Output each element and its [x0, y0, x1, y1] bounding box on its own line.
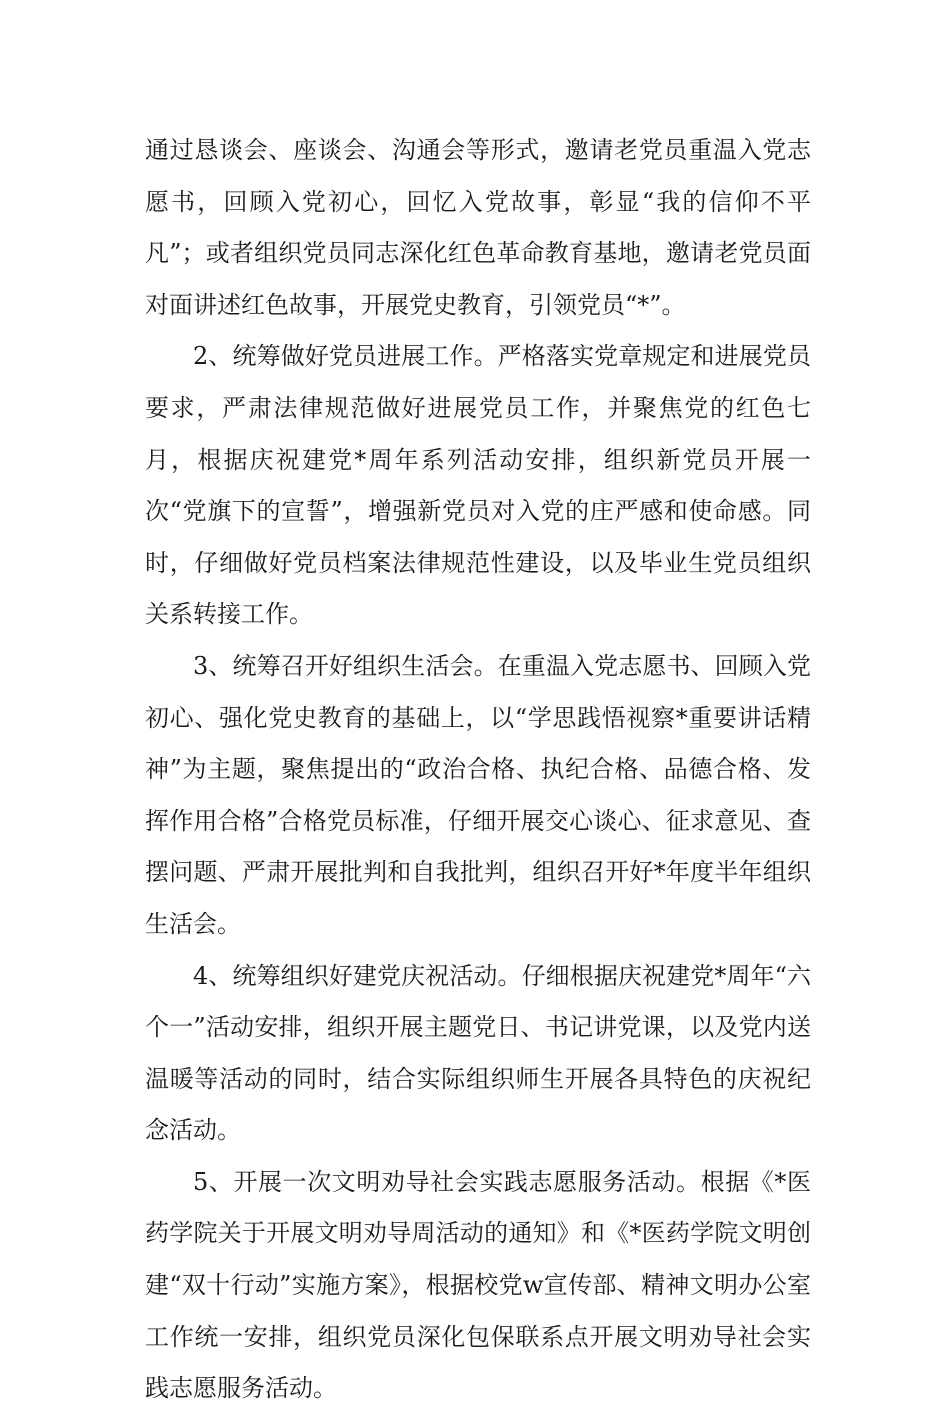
- paragraph-item-2: 2、统筹做好党员进展工作。严格落实党章规定和进展党员要求，严肃法律规范做好进展党员工作，并聚焦党的红色七月，根据庆祝建党*周年系列活动安排，组织新党员开展一次“党旗下的宣誓”，增强新党员对入党的庄严感和使命感。同时，仔细做好党员档案法律规范性建设，以及毕业生党员组织关系转接工作。: [145, 342, 811, 629]
- paragraph-item-4: 4、统筹组织好建党庆祝活动。仔细根据庆祝建党*周年“六个一”活动安排，组织开展主题党日、书记讲党课，以及党内送温暖等活动的同时，结合实际组织师生开展各具特色的庆祝纪念活动。: [145, 961, 811, 1145]
- paragraph-item-3: 3、统筹召开好组织生活会。在重温入党志愿书、回顾入党初心、强化党史教育的基础上，以“学思践悟视察*重要讲话精神”为主题，聚焦提出的“政治合格、执纪合格、品德合格、发挥作用合格”合格党员标准，仔细开展交心谈心、征求意见、查摆问题、严肃开展批判和自我批判，组织召开好*年度半年组织生活会。: [145, 651, 811, 938]
- paragraph-item-5: 5、开展一次文明劝导社会实践志愿服务活动。根据《*医药学院关于开展文明劝导周活动的通知》和《*医药学院文明创建“双十行动”实施方案》，根据校党w宣传部、精神文明办公室工作统一安排，组织党员深化包保联系点开展文明劝导社会实践志愿服务活动。: [145, 1167, 811, 1403]
- document-page: [145, 125, 811, 1415]
- paragraph-intro-continuation: 通过恳谈会、座谈会、沟通会等形式，邀请老党员重温入党志愿书，回顾入党初心，回忆入党故事，彰显“我的信仰不平凡”；或者组织党员同志深化红色革命教育基地，邀请老党员面对面讲述红色故事，开展党史教育，引领党员“*”。: [145, 136, 811, 319]
